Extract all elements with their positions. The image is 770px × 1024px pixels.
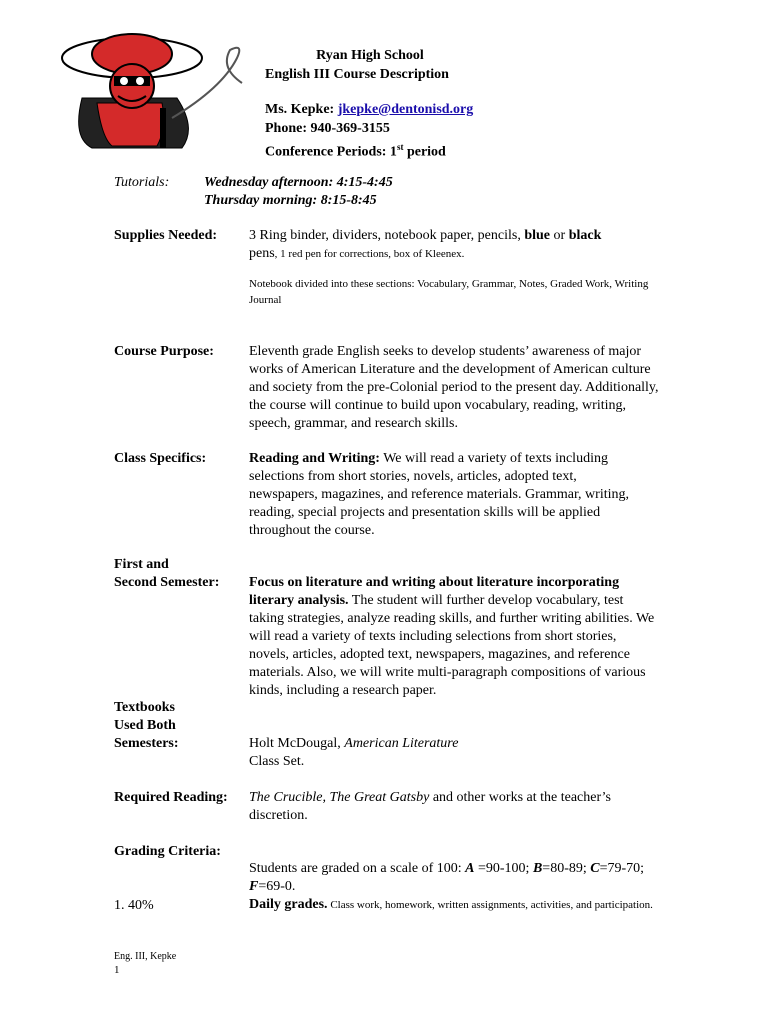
purpose-label: Course Purpose: bbox=[114, 344, 214, 359]
specifics-heading: Reading and Writing: bbox=[249, 451, 380, 466]
textbooks-label-3: Semesters: bbox=[114, 736, 179, 751]
reading-label: Required Reading: bbox=[114, 790, 228, 805]
grade-c-range: =79-70; bbox=[599, 861, 645, 876]
textbook-title: American Literature bbox=[344, 736, 459, 751]
teacher-name: Ms. Kepke: bbox=[265, 102, 338, 117]
reading-text bbox=[249, 789, 649, 825]
reading-titles: The Crucible, The Great Gatsby bbox=[249, 790, 430, 805]
tutorials-line1: Wednesday afternoon: 4:15-4:45 bbox=[204, 175, 393, 190]
page-number: 1 bbox=[114, 964, 120, 976]
email-link[interactable]: jkepke@dentonisd.org bbox=[337, 102, 474, 117]
grade-f: F bbox=[249, 879, 259, 894]
semester-label-1: First and bbox=[114, 557, 169, 572]
specifics-label: Class Specifics: bbox=[114, 451, 207, 466]
mascot-logo bbox=[52, 28, 252, 156]
supplies-text bbox=[249, 227, 669, 263]
semester-heading: Focus on literature and writing about literature incorporating literary analysis. bbox=[249, 575, 620, 608]
footer-text: Eng. III, Kepke bbox=[114, 951, 177, 962]
grading-scale-text: Students are graded on a scale of 100: bbox=[249, 861, 466, 876]
school-name: Ryan High School bbox=[316, 48, 424, 63]
specifics-body: We will read a variety of texts including selections from short stories, novels, articles, adopted text, newspapers, magazines, and reference materials. Grammar, writing, reading, special projects and presentation skills will be applied throughout the course. bbox=[249, 451, 629, 538]
grade-c: C bbox=[590, 861, 600, 876]
grading-item1-label: 1. 40% bbox=[114, 898, 154, 913]
semester-text bbox=[249, 574, 659, 700]
grading-label: Grading Criteria: bbox=[114, 844, 221, 859]
conference-suffix: period bbox=[403, 144, 446, 160]
conference-periods bbox=[265, 138, 446, 162]
specifics-text bbox=[249, 450, 644, 540]
semester-label-2: Second Semester: bbox=[114, 575, 220, 590]
notebook-note: Notebook divided into these sections: Vocabulary, Grammar, Notes, Graded Work, Writing Journal bbox=[249, 278, 649, 306]
grading-item1 bbox=[249, 896, 659, 914]
textbook-title-line bbox=[249, 735, 669, 753]
supplies-blue: blue bbox=[524, 228, 551, 243]
supplies-t2: , 1 red pen for corrections, box of Kleenex. bbox=[274, 248, 465, 260]
tutorials-label: Tutorials: bbox=[114, 175, 170, 190]
phone: Phone: 940-369-3155 bbox=[265, 121, 390, 136]
grading-scale bbox=[249, 860, 664, 896]
textbooks-label-2: Used Both bbox=[114, 718, 176, 733]
textbook-publisher: Holt McDougal, bbox=[249, 736, 345, 751]
semester-body: The student will further develop vocabulary, test taking strategies, analyze reading skills, and further writing abilities. We will read a variety of texts including selections from short stories, novels, articles, adopted text, newspapers, magazines, and reference materials. Also, we will write multi-paragraph compositions of various kinds, including a research paper. bbox=[249, 593, 655, 698]
purpose-text: Eleventh grade English seeks to develop students’ awareness of major works of American Literature and the development of American culture and society from the pre-Colonial period to the present day. Additionally, the course will continue to build upon vocabulary, reading, writing, speech, grammar, and research skills. bbox=[249, 344, 659, 431]
course-title: English III Course Description bbox=[265, 67, 449, 82]
conference-text: Conference Periods: 1 bbox=[265, 144, 397, 160]
textbooks-label-1: Textbooks bbox=[114, 700, 175, 715]
grading-item1-heading: Daily grades. bbox=[249, 897, 328, 912]
grade-a: A bbox=[465, 861, 475, 876]
tutorials-line2: Thursday morning: 8:15-8:45 bbox=[204, 193, 377, 208]
teacher-line bbox=[265, 101, 473, 119]
grade-b-range: =80-89; bbox=[542, 861, 591, 876]
reading-body: and other works at the teacher’s discretion. bbox=[249, 790, 611, 823]
grade-f-range: =69-0. bbox=[258, 879, 296, 894]
supplies-or: or bbox=[550, 228, 569, 243]
grade-a-range: =90-100; bbox=[474, 861, 533, 876]
textbook-note: Class Set. bbox=[249, 754, 305, 769]
conference-sup: st bbox=[396, 142, 404, 152]
supplies-label: Supplies Needed: bbox=[114, 228, 218, 243]
supplies-black: black bbox=[568, 228, 602, 243]
grading-item1-text: Class work, homework, written assignments, activities, and participation. bbox=[327, 899, 653, 911]
supplies-t1: 3 Ring binder, dividers, notebook paper, pencils, bbox=[249, 228, 525, 243]
grade-b: B bbox=[532, 861, 543, 876]
supplies-pens: pens bbox=[249, 246, 275, 261]
